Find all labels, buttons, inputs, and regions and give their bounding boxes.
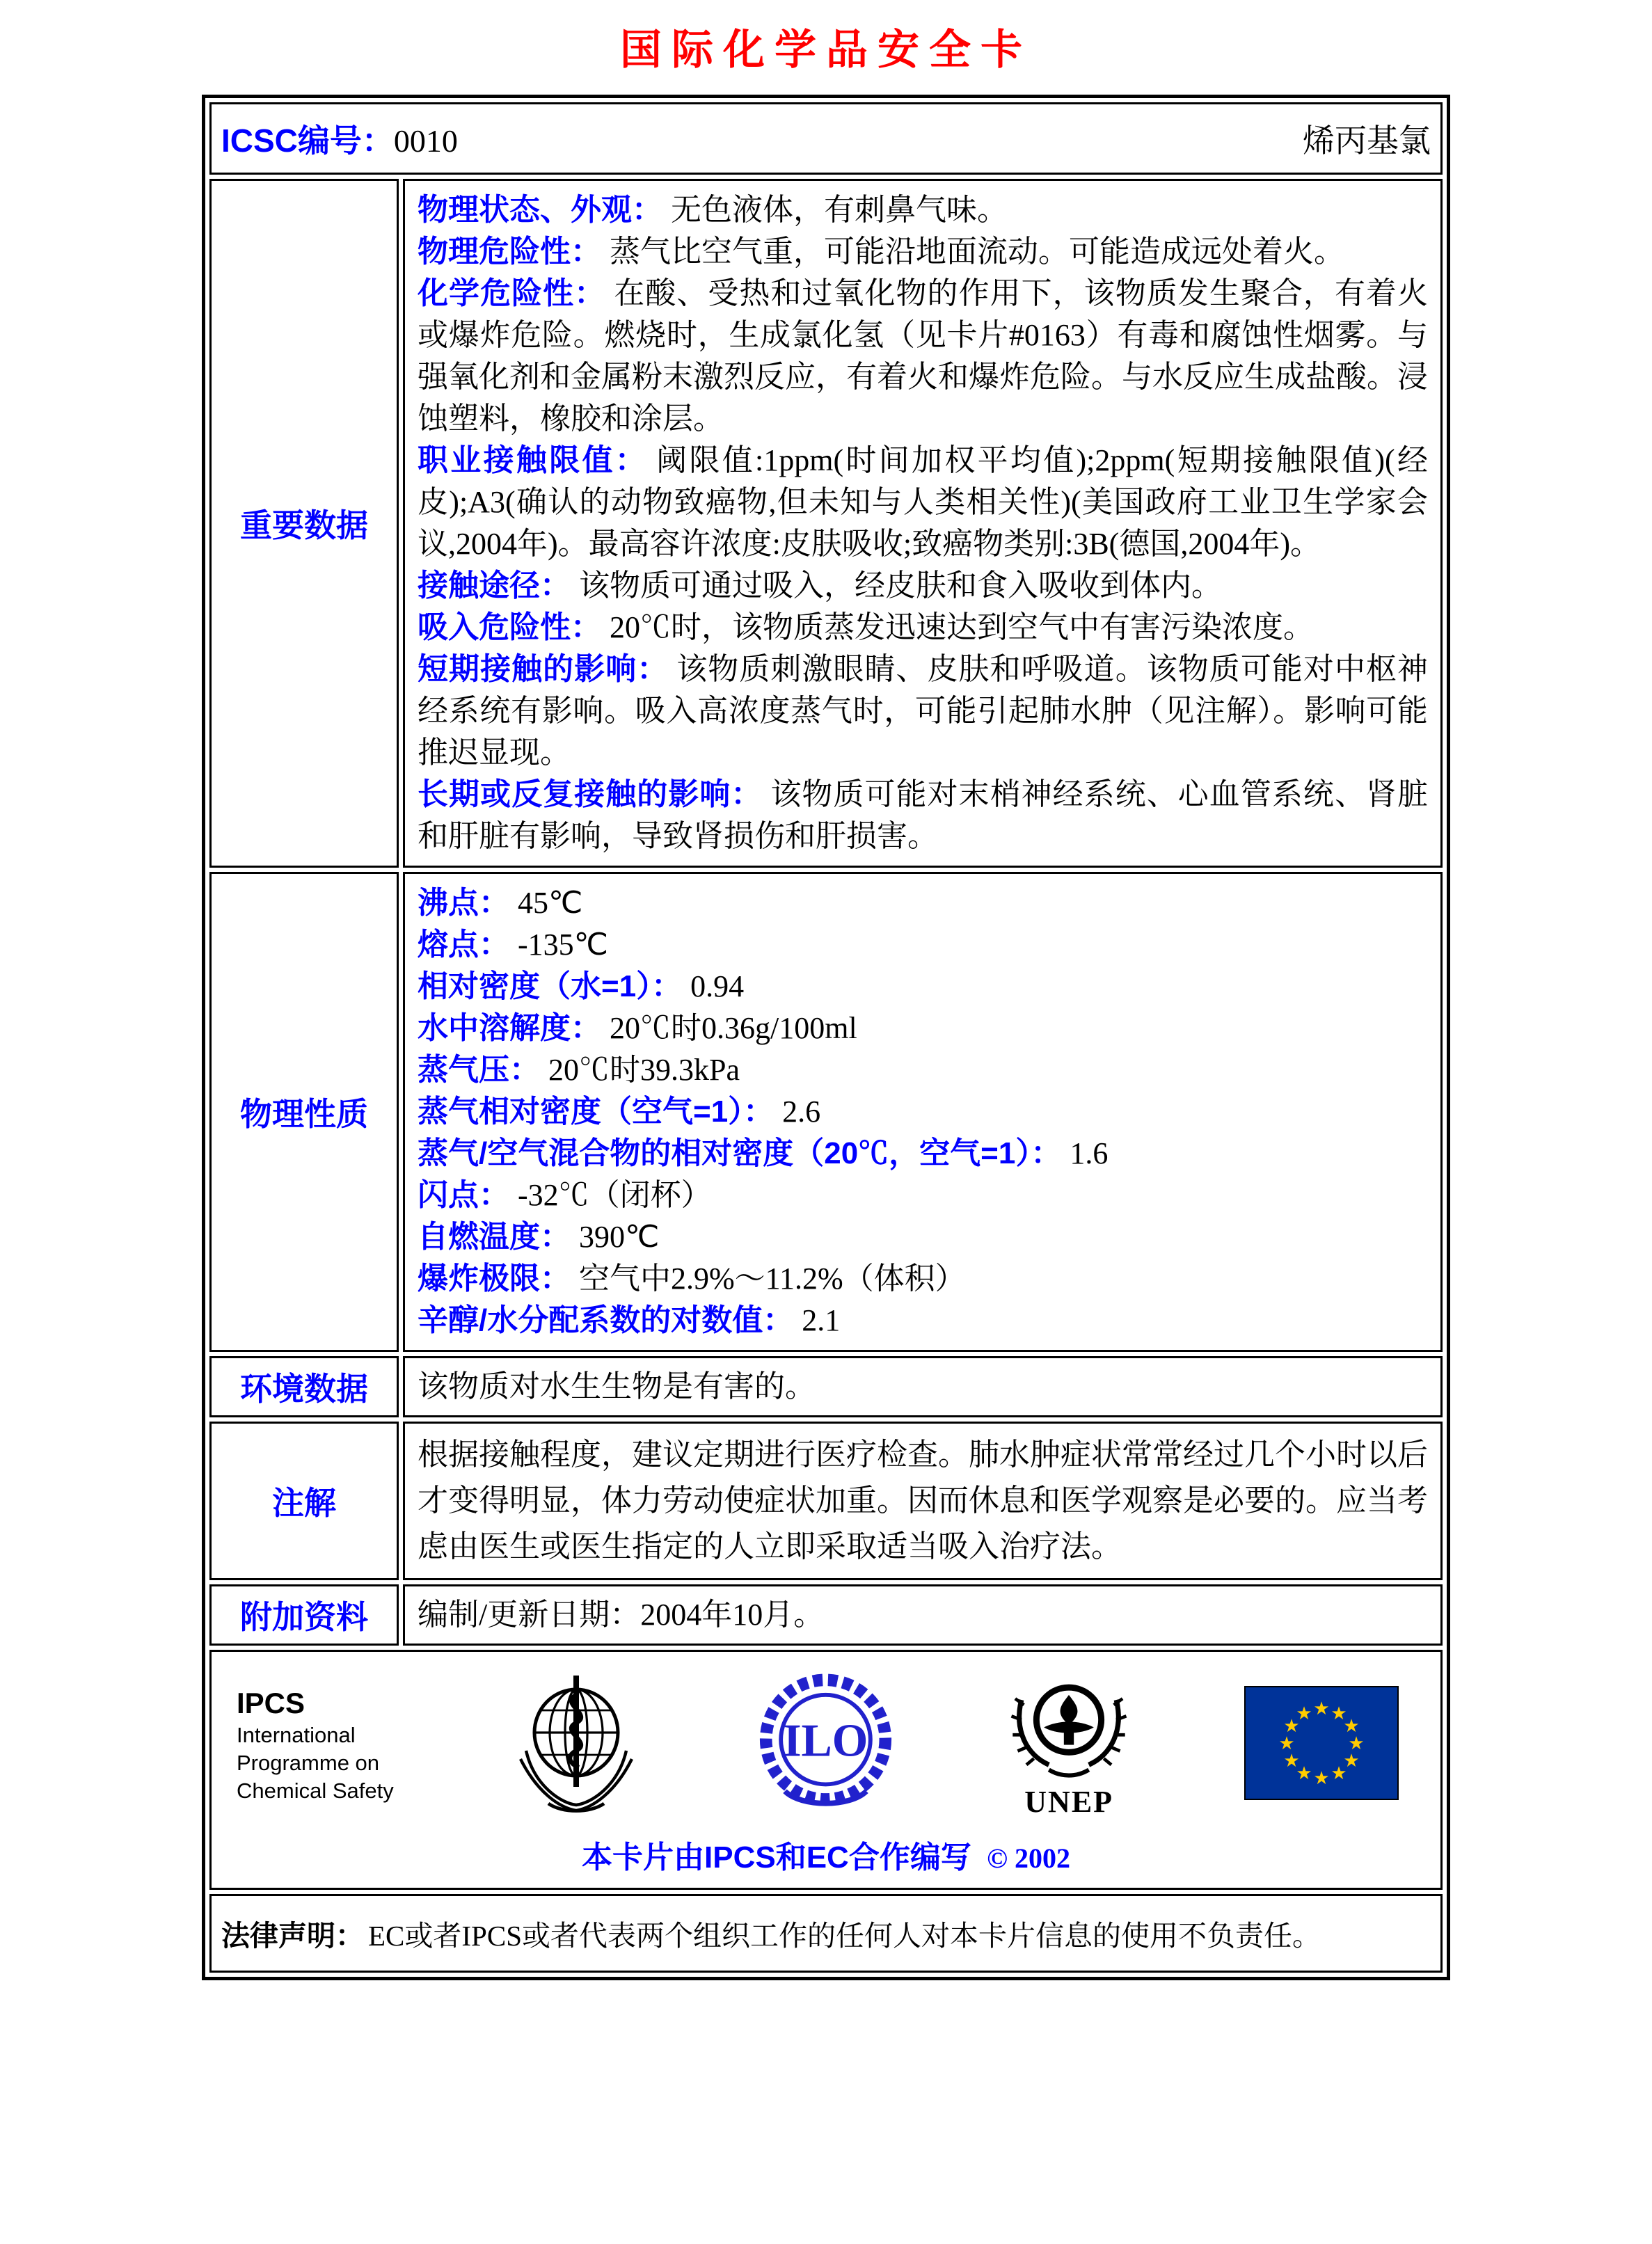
icsc-card-table [202, 95, 1450, 1980]
icsc-number-group [221, 116, 458, 161]
physical-property-item: 自燃温度： 390℃ [418, 1220, 660, 1254]
physical-properties-row [209, 872, 1443, 1352]
svg-text:★: ★ [1331, 1703, 1347, 1724]
who-logo-icon [507, 1670, 646, 1820]
important-data-item: 物理状态、外观： 无色液体，有刺鼻气味。 [418, 193, 1008, 227]
svg-text:★: ★ [1343, 1751, 1360, 1772]
svg-text:★: ★ [1283, 1716, 1300, 1737]
notes-content: 根据接触程度，建议定期进行医疗检查。肺水肿症状常常经过几个小时以后才变得明显，体力劳动使症状加重。因而休息和医学观察是必要的。应当考虑由医生或医生指定的人立即采取适当吸入治疗法。 [403, 1422, 1443, 1580]
header-row [209, 102, 1443, 175]
svg-text:★: ★ [1343, 1716, 1360, 1737]
section-label-important-data: 重要数据 [209, 179, 399, 868]
svg-text:ILO: ILO [784, 1715, 868, 1767]
physical-property-item: 辛醇/水分配系数的对数值： 2.1 [418, 1303, 841, 1337]
svg-text:★: ★ [1313, 1698, 1330, 1719]
physical-property-item: 水中溶解度： 20℃时0.36g/100ml [418, 1011, 857, 1045]
update-date-label: 编制/更新日期： [418, 1598, 641, 1632]
eu-flag-icon [1244, 1686, 1399, 1804]
ipcs-acronym: IPCS [237, 1686, 305, 1719]
physical-property-item: 沸点： 45℃ [418, 886, 583, 920]
icsc-number-label: ICSC编号： [221, 122, 394, 159]
legal-row [209, 1894, 1443, 1973]
svg-text:★: ★ [1296, 1703, 1312, 1724]
important-data-item: 职业接触限值： 阈限值:1ppm(时间加权平均值);2ppm(短期接触限值)(经皮);A3(确认的动物致癌物,但未知与人类相关性)(美国政府工业卫生学家会议,2004年)。最高容许浓度:皮肤吸收;致癌物类别:3B(德国,2004年)。 [418, 443, 1428, 561]
section-label-notes: 注解 [209, 1422, 399, 1580]
important-data-item: 物理危险性： 蒸气比空气重，可能沿地面流动。可能造成远处着火。 [418, 234, 1344, 269]
physical-properties-content [403, 872, 1443, 1352]
physical-property-item: 蒸气/空气混合物的相对密度（20℃，空气=1）： 1.6 [418, 1136, 1109, 1170]
svg-text:★: ★ [1331, 1763, 1347, 1784]
update-date-value: 2004年10月。 [640, 1598, 825, 1632]
logos-row [209, 1650, 1443, 1890]
svg-text:★: ★ [1296, 1763, 1312, 1784]
svg-text:★: ★ [1348, 1733, 1365, 1754]
section-label-physical-properties: 物理性质 [209, 872, 399, 1352]
physical-property-item: 蒸气压： 20℃时39.3kPa [418, 1053, 740, 1087]
important-data-item: 化学危险性： 在酸、受热和过氧化物的作用下，该物质发生聚合，有着火或爆炸危险。燃烧时，生成氯化氢（见卡片#0163）有毒和腐蚀性烟雾。与强氧化剂和金属粉末激烈反应，有着火和爆炸危险。与水反应生成盐酸。浸蚀塑料，橡胶和涂层。 [418, 276, 1429, 436]
copyright-text: © 2002 [987, 1843, 1070, 1874]
additional-info-row [209, 1584, 1443, 1646]
ilo-logo-icon [758, 1670, 893, 1820]
important-data-content [403, 179, 1443, 868]
unep-wordmark: UNEP [1024, 1785, 1114, 1819]
additional-info-content [403, 1584, 1443, 1646]
physical-property-item: 蒸气相对密度（空气=1）： 2.6 [418, 1095, 821, 1129]
important-data-item: 吸入危险性： 20℃时，该物质蒸发迅速达到空气中有害污染浓度。 [418, 610, 1314, 644]
section-label-additional-info: 附加资料 [209, 1584, 399, 1646]
icsc-number-value: 0010 [393, 123, 458, 159]
physical-property-item: 相对密度（水=1）： 0.94 [418, 969, 745, 1003]
unep-logo-icon [1006, 1670, 1131, 1820]
credit-text: 本卡片由IPCS和EC合作编写 [582, 1840, 971, 1875]
physical-property-item: 爆炸极限： 空气中2.9%～11.2%（体积） [418, 1262, 966, 1296]
legal-notice-label: 法律声明： [221, 1920, 364, 1952]
legal-notice [209, 1894, 1443, 1973]
section-label-environmental-data: 环境数据 [209, 1356, 399, 1417]
ipcs-text-block: IPCS International Programme on Chemical Safety [237, 1686, 394, 1803]
notes-row [209, 1422, 1443, 1580]
physical-property-item: 闪点： -32℃（闭杯） [418, 1178, 712, 1212]
credit-line [232, 1832, 1420, 1877]
important-data-item: 接触途径： 该物质可通过吸入，经皮肤和食入吸收到体内。 [418, 568, 1222, 603]
physical-property-item: 熔点： -135℃ [418, 928, 609, 962]
important-data-item: 长期或反复接触的影响： 该物质可能对末梢神经系统、心血管系统、肾脏和肝脏有影响，导致肾损伤和肝损害。 [418, 777, 1429, 853]
important-data-row [209, 179, 1443, 868]
legal-notice-text: EC或者IPCS或者代表两个组织工作的任何人对本卡片信息的使用不负责任。 [368, 1920, 1321, 1952]
svg-text:★: ★ [1278, 1733, 1295, 1754]
chemical-name: 烯丙基氯 [1303, 123, 1431, 159]
environmental-data-row [209, 1356, 1443, 1417]
svg-text:★: ★ [1313, 1768, 1330, 1789]
page-title: 国际化学品安全卡 [620, 27, 1032, 73]
svg-text:★: ★ [1283, 1751, 1300, 1772]
environmental-data-content: 该物质对水生生物是有害的。 [403, 1356, 1443, 1417]
important-data-item: 短期接触的影响： 该物质刺激眼睛、皮肤和呼吸道。该物质可能对中枢神经系统有影响。吸入高浓度蒸气时，可能引起肺水肿（见注解）。影响可能推迟显现。 [418, 652, 1429, 770]
